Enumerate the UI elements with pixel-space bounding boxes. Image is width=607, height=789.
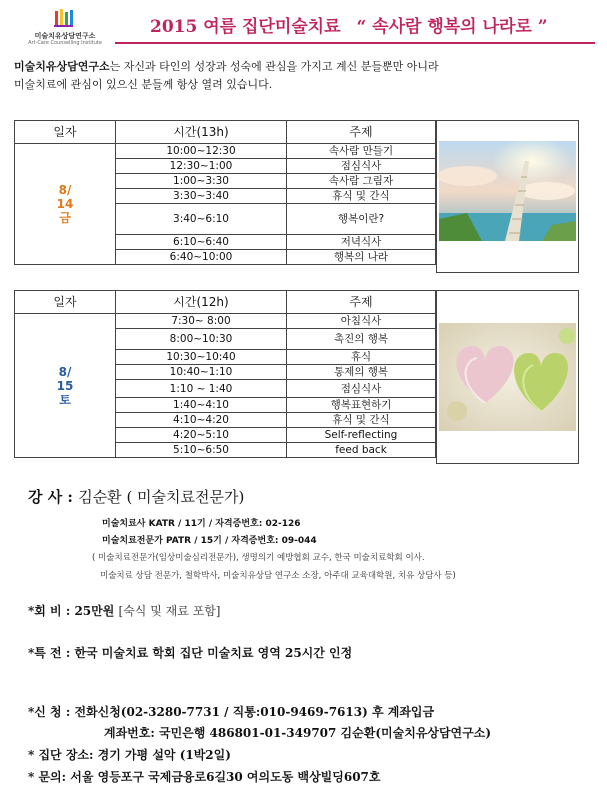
account-line: 계좌번호: 국민은행 486801-01-349707 김순환(미술치유상담연구소) [104, 726, 492, 740]
lecturer-line [28, 486, 244, 507]
topic-cell: 속사람 그림자 [287, 174, 436, 189]
logo-text: 미술치유상담연구소 [34, 32, 96, 40]
stairway-image [436, 120, 579, 273]
title-quote: “ 속사람 행복의 나라로 ” [356, 17, 548, 37]
topic-cell: 점심식사 [287, 159, 436, 174]
lecturer-credential-1: 미술치료사 KATR / 11기 / 자격증번호: 02-126 [102, 519, 301, 529]
page-title [150, 12, 547, 37]
hearts-illustration [437, 291, 578, 463]
header-date: 일자 [15, 291, 116, 314]
fee-label: *회 비 : [28, 604, 71, 618]
topic-cell: 속사람 만들기 [287, 144, 436, 159]
time-cell: 1:10 ~ 1:40 [116, 380, 287, 398]
topic-cell: 행복표현하기 [287, 398, 436, 413]
topic-cell: 휴식 [287, 350, 436, 365]
perk-line [28, 644, 352, 661]
schedule-table-day2 [14, 290, 436, 458]
time-cell: 6:10~6:40 [116, 235, 287, 250]
time-cell: 10:30~10:40 [116, 350, 287, 365]
fee-note: [숙식 및 재료 포함] [118, 604, 221, 618]
time-cell: 5:10~6:50 [116, 443, 287, 458]
time-cell: 3:30~3:40 [116, 189, 287, 204]
apply-value: 전화신청(02-3280-7731 / 직통:010-9469-7613) 후 계좌입금 [74, 705, 435, 719]
table-header-row [15, 291, 436, 314]
topic-cell: 행복의 나라 [287, 250, 436, 265]
topic-cell: 행복이란? [287, 204, 436, 235]
stairway-illustration [437, 121, 578, 272]
apply-line [28, 703, 434, 720]
header-time: 시간(12h) [116, 291, 287, 314]
table-row [15, 314, 436, 329]
title-underline [115, 42, 595, 44]
lecturer-credential-2: 미술치료전문가 PATR / 15기 / 자격증번호: 09-044 [102, 536, 317, 546]
date-cell: 8/ 15 토 [15, 314, 116, 458]
time-cell: 4:10~4:20 [116, 413, 287, 428]
logo-mark-icon [52, 8, 74, 30]
apply-label: *신 청 : [28, 705, 71, 719]
time-cell: 3:40~6:10 [116, 204, 287, 235]
hearts-image [436, 290, 579, 464]
fee-value: 25만원 [74, 604, 115, 618]
header-date: 일자 [15, 121, 116, 144]
topic-cell: 저녁식사 [287, 235, 436, 250]
header-topic: 주제 [287, 121, 436, 144]
logo-subtext: Art-Care Counselling Institute [28, 40, 102, 46]
lecturer-bio-1: ( 미술치료전문가(임상미술심리전문가), 생명의기 예방협회 교수, 한국 미술치료학회 이사. [92, 553, 425, 563]
intro-line2: 미술치료에 관심이 있으신 분들께 항상 열려 있습니다. [14, 78, 273, 91]
date-cell: 8/ 14 금 [15, 144, 116, 265]
intro-line1: 는 자신과 타인의 성장과 성숙에 관심을 가지고 계신 분들뿐만 아니라 [109, 60, 439, 73]
time-cell: 4:20~5:10 [116, 428, 287, 443]
title-text: 2015 여름 집단미술치료 [150, 17, 341, 37]
topic-cell: 아침식사 [287, 314, 436, 329]
table-row [15, 144, 436, 159]
topic-cell: 촉진의 행복 [287, 329, 436, 350]
time-cell: 6:40~10:00 [116, 250, 287, 265]
lecturer-name: 김순환 ( 미술치료전문가) [78, 488, 245, 506]
header-topic: 주제 [287, 291, 436, 314]
intro-org: 미술치유상담연구소 [14, 60, 110, 73]
time-cell: 10:40~1:10 [116, 365, 287, 380]
header-time: 시간(13h) [116, 121, 287, 144]
fee-line [28, 602, 220, 619]
time-cell: 1:00~3:30 [116, 174, 287, 189]
time-cell: 10:00~12:30 [116, 144, 287, 159]
time-cell: 12:30~1:00 [116, 159, 287, 174]
perk-value: 한국 미술치료 학회 집단 미술치료 영역 25시간 인정 [74, 646, 353, 660]
lecturer-bio-2: 미술치료 상담 전문가, 철학박사, 미술치유상담 연구소 소장, 아주대 교육대학원, 치유 상담사 등) [100, 571, 456, 581]
table-header-row [15, 121, 436, 144]
lecturer-label: 강 사 : [28, 488, 73, 506]
topic-cell: 점심식사 [287, 380, 436, 398]
topic-cell: 휴식 및 간식 [287, 413, 436, 428]
topic-cell: 휴식 및 간식 [287, 189, 436, 204]
topic-cell: feed back [287, 443, 436, 458]
intro-paragraph [14, 58, 599, 94]
contact-line: * 문의: 서울 영등포구 국제금융로6길30 여의도동 백상빌딩607호 [28, 770, 381, 784]
topic-cell: Self-reflecting [287, 428, 436, 443]
perk-label: *특 전 : [28, 646, 71, 660]
time-cell: 8:00~10:30 [116, 329, 287, 350]
schedule-table-day1 [14, 120, 436, 265]
topic-cell: 통제의 행복 [287, 365, 436, 380]
time-cell: 7:30~ 8:00 [116, 314, 287, 329]
time-cell: 1:40~4:10 [116, 398, 287, 413]
logo [20, 8, 110, 48]
place-line: * 집단 장소: 경기 가평 설악 (1박2일) [28, 748, 231, 762]
